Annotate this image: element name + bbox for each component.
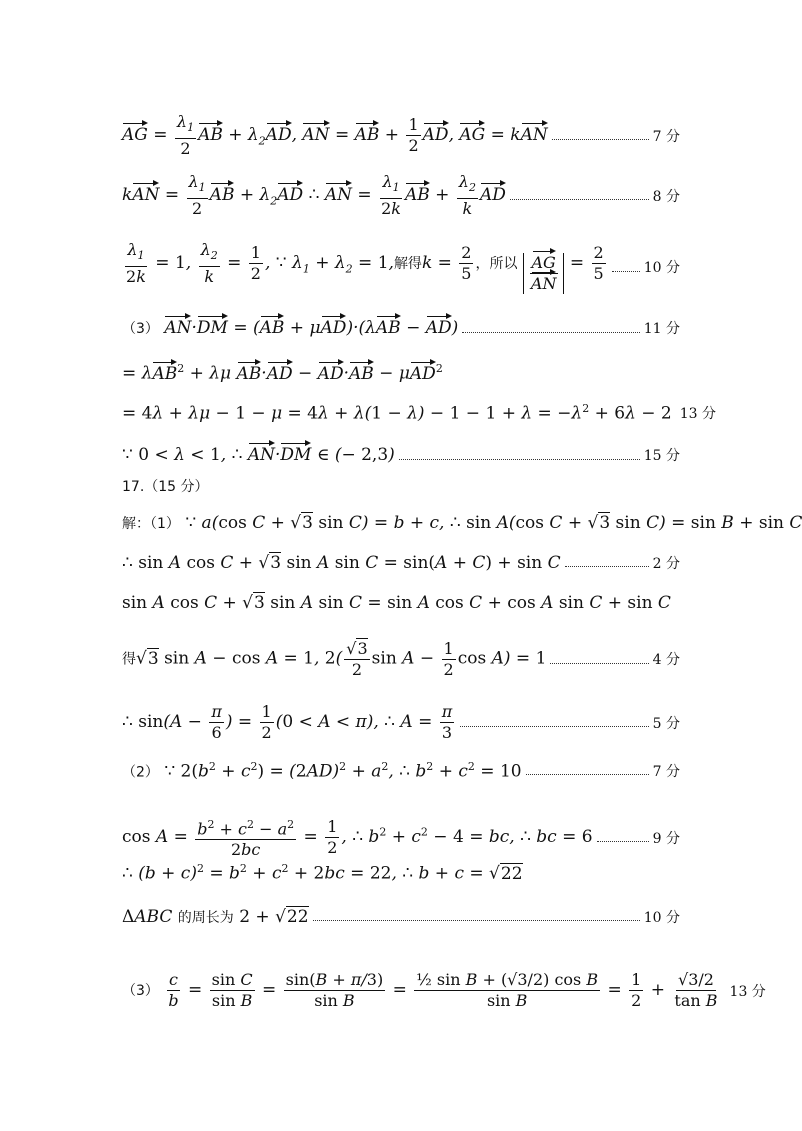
score-label: 11 分: [643, 321, 680, 337]
solution-line-2: [122, 172, 680, 219]
solution-line-1: [122, 112, 680, 159]
formula: kAN = $\frac{\lambda_1}{2}$ AB + $\lambda_2AD$ ∴ AN = $\frac{\lambda_1}{2k}$ AB + $\frac{\lambda_2}{k}$ AD: [122, 172, 506, 219]
solution-line-5: [122, 362, 680, 384]
dot-leader: [552, 139, 649, 140]
score-label: 7 分: [652, 128, 680, 145]
formula: （3） AN·DM = (AB + μAD)·(λAB − AD): [122, 318, 459, 338]
score-label: 8 分: [652, 188, 680, 205]
score-label: 15 分: [643, 448, 680, 464]
formula: （3） $\frac{c}{b}$ = $\frac{\text{sin C}}{\text{sin B}}$ = $\frac{\sin(B + \pi/3)}{\text{sin B}}$ = $\frac{\text{½ sin B + (√3/2) cos B}}{\text{sin B}}$ = $\frac{1}{2}$ + $\frac{√3/2}{\text{tan B}}$: [122, 970, 718, 1010]
solution-line-13: [122, 702, 680, 743]
solution-line-6: [122, 402, 717, 424]
formula: $\frac{\lambda_1}{2k}$ = 1, $\frac{\lambda_2}{k}$ = $\frac{1}{2}$ , ∵ $\lambda_1 + \lambda_2 = 1$,解得k = $\frac{2}{5}$ ，所以 $\frac{AG}{AN}$ = $\frac{2}{5}$: [126, 240, 604, 294]
dot-leader: [460, 726, 648, 727]
formula: （2） ∵ $2(b^2 + c^2) = (2AD)^2 + a^2$, ∴ $b^2 + c^2 = 10$: [122, 760, 522, 782]
solution-line-3: [122, 240, 680, 294]
formula: ΔABC 的周长为 2 + √22: [122, 907, 309, 927]
formula: sin A cos C + √3 sin A sin C = sin A cos C + cos A sin C + sin C: [122, 593, 671, 613]
score-label: 10 分: [643, 260, 680, 277]
dot-leader: [565, 566, 649, 567]
dot-leader: [550, 663, 648, 664]
score-label: 13 分: [729, 983, 766, 1000]
formula: cos A = $\frac{b^2 + c^2 - a^2}{2bc}$ = $\frac{1}{2}$ , ∴ $b^2 + c^2 - 4$ = bc, ∴ bc = 6: [122, 815, 593, 860]
dot-leader: [399, 459, 640, 460]
problem-17-heading: [122, 476, 680, 496]
solution-line-11: [122, 592, 680, 613]
formula: ∴ sin A cos C + √3 sin A sin C = sin(A + C) + sin C: [122, 553, 561, 573]
solution-line-9: [122, 512, 802, 533]
formula: ∴ sin(A − $\frac{\pi}{6}$ ) = $\frac{1}{2}$ (0 < A < π), ∴ A = $\frac{\pi}{3}$: [122, 702, 453, 742]
formula: ∴ $(b + c)^2 = b^2 + c^2 + 2bc = 22$, ∴ b + c = √22: [122, 862, 523, 884]
solution-line-12: [122, 638, 680, 680]
dot-leader: [313, 920, 640, 921]
dot-leader: [510, 199, 649, 200]
formula: AG = $\frac{\lambda_1}{2}$ AB + $\lambda_2AD$, AN = AB + $\frac{1}{2}$ AD, AG = kAN: [122, 112, 548, 159]
solution-line-10: [122, 552, 680, 573]
dot-leader: [526, 774, 649, 775]
formula: = $4\lambda + \lambda\mu - 1 - \mu = 4\lambda + \lambda(1 - \lambda) - 1 - 1 + \lambda = -\lambda^2 + 6\lambda - 2$: [122, 402, 672, 424]
solution-line-14: [122, 760, 680, 782]
score-label: 7 分: [652, 763, 680, 780]
solution-line-18: [122, 970, 766, 1011]
score-label: 13 分: [679, 405, 717, 422]
solution-line-16: [122, 862, 680, 884]
formula: ∵ 0 < λ < 1, ∴ AN·DM ∈ (− 2,3): [122, 445, 395, 465]
solution-line-7: [122, 445, 680, 465]
score-label: 5 分: [652, 715, 680, 732]
dot-leader: [462, 332, 639, 333]
formula: 解：（1） ∵ a(cos C + √3 sin C) = b + c, ∴ sin A(cos C + √3 sin C) = sin B + sin C: [122, 513, 802, 533]
solution-line-4: [122, 318, 680, 338]
solution-line-15: [122, 815, 680, 860]
dot-leader: [597, 841, 649, 842]
problem-number: 17.（15 分）: [122, 479, 209, 495]
score-label: 4 分: [652, 652, 680, 668]
score-label: 9 分: [652, 830, 680, 847]
score-label: 2 分: [652, 555, 680, 572]
dot-leader: [612, 271, 640, 272]
formula: = λAB$^2$ + λμ AB·AD − AD·AB − μAD$^2$: [122, 362, 443, 384]
score-label: 10 分: [643, 909, 680, 926]
formula: 得√3 sin A − cos A = 1, 2( $\frac{√3}{2}$ sin A − $\frac{1}{2}$ cos A) = 1: [122, 638, 547, 679]
solution-line-17: [122, 906, 680, 927]
